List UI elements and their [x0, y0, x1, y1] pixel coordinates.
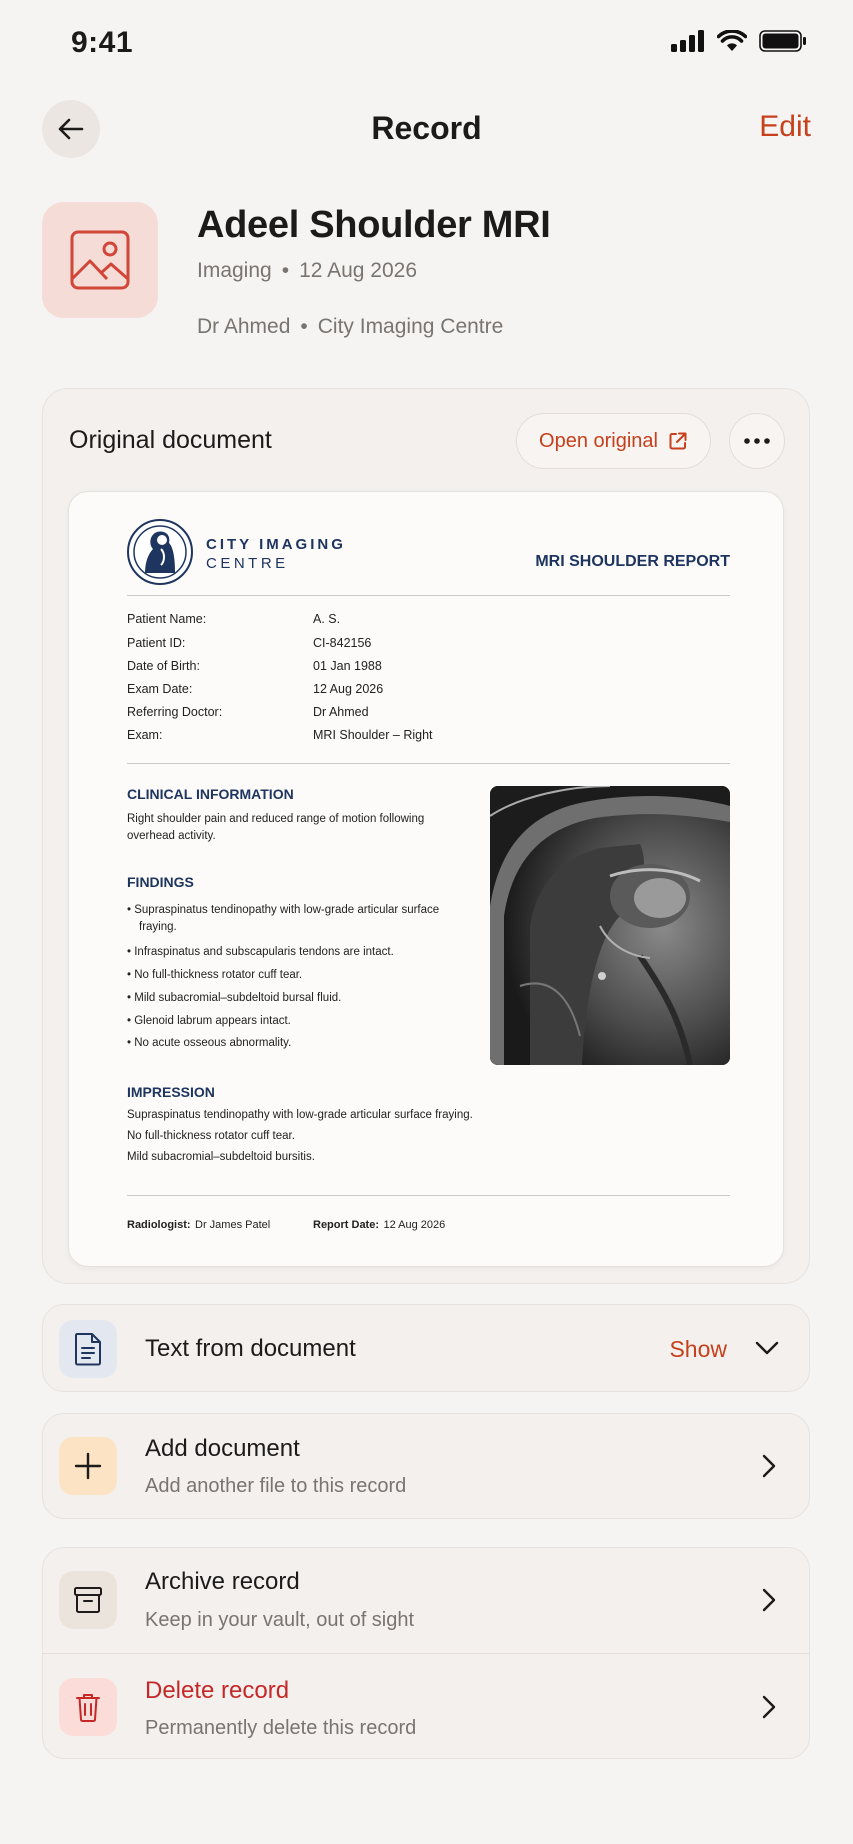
clinic-logo	[127, 519, 193, 585]
radiologist-label: Radiologist:	[127, 1219, 191, 1231]
radiologist-line	[127, 1215, 270, 1233]
delete-icon-wrap	[59, 1678, 117, 1736]
finding-item: • Mild subacromial–subdeltoid bursal fluid.	[127, 992, 342, 1004]
finding-item: • No full-thickness rotator cuff tear.	[127, 969, 303, 981]
impression-line: Mild subacromial–subdeltoid bursitis.	[127, 1151, 315, 1163]
divider	[127, 1195, 730, 1196]
show-text-button[interactable]: Show	[669, 1336, 727, 1362]
wifi-icon	[717, 30, 747, 52]
archive-record-row[interactable]	[43, 1548, 809, 1653]
chevron-down-icon[interactable]	[755, 1341, 779, 1355]
finding-text: Infraspinatus and subscapularis tendons are intact.	[134, 946, 394, 958]
plus-icon	[74, 1452, 102, 1480]
trash-icon	[75, 1692, 101, 1722]
patient-info-value: 12 Aug 2026	[313, 682, 384, 696]
status-icons	[671, 30, 807, 52]
chevron-right-icon	[762, 1695, 776, 1719]
battery-icon	[759, 30, 807, 52]
separator-dot: •	[300, 315, 308, 338]
chevron-right-icon	[762, 1588, 776, 1612]
document-text-icon	[74, 1332, 102, 1366]
external-link-icon	[668, 431, 688, 451]
record-facility: City Imaging Centre	[317, 315, 504, 338]
original-document-heading: Original document	[69, 426, 272, 454]
finding-item: • No acute osseous abnormality.	[127, 1037, 292, 1049]
image-icon	[69, 229, 131, 291]
archive-icon-wrap	[59, 1571, 117, 1629]
impression-heading: IMPRESSION	[127, 1084, 215, 1100]
report-date-line	[313, 1215, 445, 1233]
more-options-button[interactable]	[729, 413, 785, 469]
record-thumbnail	[42, 202, 158, 318]
divider	[127, 763, 730, 764]
finding-item: • Glenoid labrum appears intact.	[127, 1015, 291, 1027]
radiologist-name: Dr James Patel	[195, 1219, 271, 1231]
findings-heading: FINDINGS	[127, 874, 194, 890]
clinic-name-line1: CITY IMAGING	[206, 536, 346, 553]
add-icon-wrap	[59, 1437, 117, 1495]
patient-info-label: Patient Name:	[127, 612, 207, 626]
record-type: Imaging	[197, 259, 272, 282]
mri-scan-graphic	[490, 786, 730, 1065]
record-type-date	[197, 259, 417, 283]
record-doctor: Dr Ahmed	[197, 315, 291, 338]
patient-info-label: Referring Doctor:	[127, 705, 223, 719]
record-provider	[197, 315, 503, 339]
page-title: Record	[371, 110, 482, 146]
report-date-label: Report Date:	[313, 1219, 380, 1231]
finding-text: No full-thickness rotator cuff tear.	[134, 969, 303, 981]
report-title: MRI SHOULDER REPORT	[535, 553, 730, 570]
impression-line: Supraspinatus tendinopathy with low-grade articular surface fraying.	[127, 1109, 473, 1121]
delete-record-title: Delete record	[145, 1677, 290, 1704]
finding-item: • Infraspinatus and subscapularis tendons are intact.	[127, 946, 394, 958]
add-document-row[interactable]	[42, 1413, 810, 1519]
record-title: Adeel Shoulder MRI	[197, 204, 551, 246]
clinic-logo-icon	[131, 523, 189, 581]
clinic-name-line2: CENTRE	[206, 555, 289, 572]
more-icon	[744, 438, 770, 444]
patient-info-label: Exam Date:	[127, 682, 193, 696]
patient-info-value: Dr Ahmed	[313, 705, 369, 719]
delete-record-subtitle: Permanently delete this record	[145, 1717, 417, 1739]
text-from-document-title: Text from document	[145, 1335, 356, 1362]
mri-image	[490, 786, 730, 1065]
divider	[127, 595, 730, 596]
add-document-subtitle: Add another file to this record	[145, 1475, 407, 1497]
patient-info-value: A. S.	[313, 612, 341, 626]
patient-info-value: CI-842156	[313, 636, 372, 650]
patient-info-label: Exam:	[127, 728, 163, 742]
open-original-label: Open original	[539, 429, 658, 452]
archive-record-subtitle: Keep in your vault, out of sight	[145, 1609, 415, 1631]
archive-box-icon	[73, 1586, 103, 1614]
impression-line: No full-thickness rotator cuff tear.	[127, 1130, 295, 1142]
patient-info-label: Date of Birth:	[127, 659, 200, 673]
clinical-info-text: Right shoulder pain and reduced range of motion following overhead activity.	[127, 813, 425, 842]
archive-record-title: Archive record	[145, 1568, 300, 1595]
finding-text: Glenoid labrum appears intact.	[134, 1015, 291, 1027]
open-original-button[interactable]	[516, 413, 711, 469]
delete-record-row[interactable]	[43, 1654, 809, 1758]
edit-button[interactable]: Edit	[759, 110, 811, 143]
finding-text: Supraspinatus tendinopathy with low-grade articular surface fraying.	[134, 904, 440, 933]
chevron-right-icon	[762, 1454, 776, 1478]
patient-info-value: MRI Shoulder – Right	[313, 728, 433, 742]
finding-item: • Supraspinatus tendinopathy with low-grade articular surface fraying.	[127, 904, 440, 933]
finding-text: Mild subacromial–subdeltoid bursal fluid.	[134, 992, 342, 1004]
finding-text: No acute osseous abnormality.	[134, 1037, 292, 1049]
signal-icon	[671, 30, 705, 52]
clinical-info-heading: CLINICAL INFORMATION	[127, 786, 294, 802]
record-date: 12 Aug 2026	[299, 259, 418, 282]
status-time: 9:41	[71, 26, 134, 59]
patient-info-value: 01 Jan 1988	[313, 659, 382, 673]
separator-dot: •	[281, 259, 290, 282]
patient-info-label: Patient ID:	[127, 636, 186, 650]
report-date: 12 Aug 2026	[383, 1219, 446, 1231]
document-text-icon-wrap	[59, 1320, 117, 1378]
add-document-title: Add document	[145, 1435, 300, 1462]
